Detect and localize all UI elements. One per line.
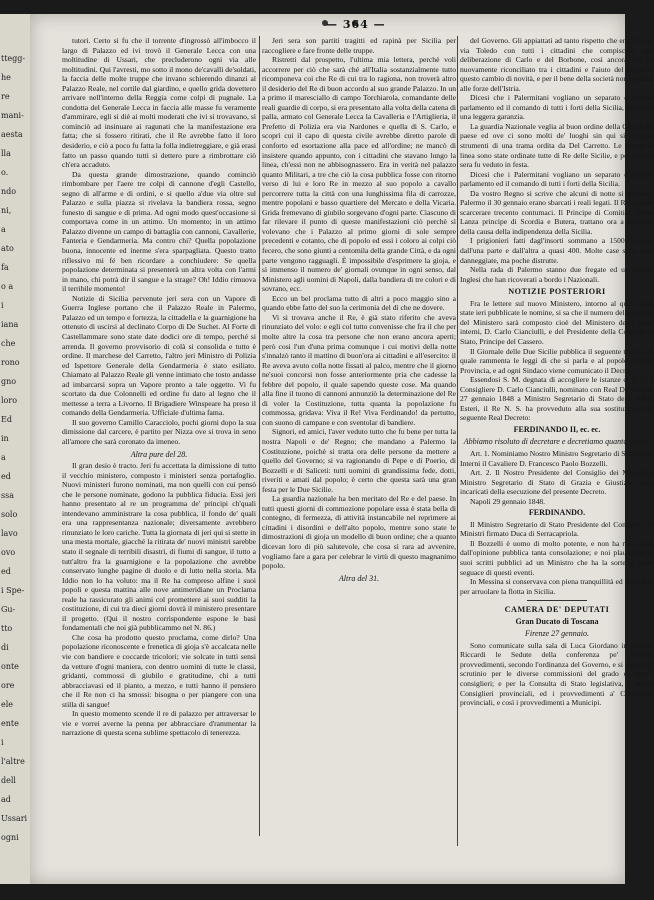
paragraph: Il Bozzelli è uomo di molto potente, e non ha mai avuto dall'opinione pubblica tanta consolazione; e noi plaudiamo ai suoi scritti pubblici ad un Ministro che ha la sorte di esser seguace di questi eventi. — [460, 538, 654, 577]
paragraph: Signori, ed amici, l'aver veduto tutto che fu bene per tutta la nostra Napoli e de' Regno; che mandano a Palermo la Costituzione, poichè si tratta ora delle persone da mettere a quello del Governo; si va ragionando di Pepe e di Poerio, di Bozzelli e di Saliceti: tutti uomini di grandissima fede, dotti, riveriti e amati dal popolo; è certo che questa sarà una gran festa per le Due Sicilie. — [262, 427, 456, 494]
paragraph: Da questa grande dimostrazione, quando cominciò rimbombare per l'aere tre colpi di cannone d'egli Castello, segno di all'arme e di ordini, e si quello a'due via oltre sul Palazzo e sulla piazza si rivelava la bandiera rossa, segno funesto di sangue e di prima. Ad ogni modo quest'occasione si comportava come in un attimo. Un momento; in un attimo Palazzo divenne un campo di battaglia con cannoni, Cavallerie, Fanteria e Gendarmeria. Ma contro chi? Quella popolazione buona, innocente ed inerme s'era sparpagliata. Questo tratto riflessivo mi fé ben ricordare a conchiudere: Se quella popolazione determinata si presenterà un altra volta con l'armi in mano, chi potrà dir il sangue e la strage? Oh! Iddio rimuova il terribile momento! — [62, 169, 256, 294]
gutter-fragment: i — [1, 738, 4, 747]
gutter-fragment: ni, — [1, 206, 12, 215]
col3-body — [460, 36, 654, 284]
gutter-fragment: ato — [1, 244, 14, 253]
gutter-fragment: Ed — [1, 415, 12, 424]
gutter-fragment: ndo — [1, 187, 17, 196]
col3-subsection: Gran Ducato di Toscana — [515, 616, 599, 626]
paragraph: Il suo governo Camillo Caracciolo, pochi giorni dopo la sua dimissione dal carcere, è partito per Nizza ove si trova in seno all'amore che sarà coronato da imeneo. — [62, 417, 256, 446]
page-number: — 364 — — [326, 18, 386, 31]
paragraph: Dicesi che i Palermitani vogliano un separato e proprio parlamento ed il comando di tutti i forti della Sicilia. — [460, 169, 654, 189]
paragraph: Ristretti dal prospetto, l'ultima mia lettera, perchè voli accorrere per ciò che sarà ché all'Italia sostanzialmente tutto ricomponeva coi che Re di cui tra lo ragiona, non troverà altro il desiderio del Re di buon accordo al suo grande Palazzo. In un a primo il maresciallo di campo Torchiarola, comandante delle reali guardie di corpo, si era presentato alla volta della catena di palla, armato col Generale Lecca la Cavalleria e l'Artiglieria, il Prefetto di Polizia era via Nardones e quella di S. Carlo, e scoprì cui il capo di questa civile avrebbe diretto parole di conforto ed esortazione alla pace ed all'ordine; ne mancò di insistere quando appunto, con i cittadini che stavano lungo la linea, ch'essi non ne abbisognassero. Era in verità nel palazzo quanto Militari, a tre che ciò la cosa pubblica fosse con ritorno verso di lui e loro Re in mezzo al suo popolo a cavallo percorrere tutta la città con una lunghissima fila di carrozze, mentre popolani e basso quartiere del Mercato e della Vicaria. Grida fremevano di giubilo sorgevano d'ogni parte. Ciascuno di far rilevare il punto di queste manifestazioni ciò perchè sì volevano che i Palazzo al primo giorni di sole sempre precedenti e cotanto, che di popolo ed essi i coloro ai colpi ciò fecero, che sono giunti a centomila della grande Città, e da ogni parte vengono ragguagli. È impossibile d'esprimere la gioja, e sì immenso il numero de' giornali ovunque in ogni senso, dal Ministero agli uomini di Napoli, dalla bandiera di tre colori e di sovrano, ecc. — [262, 55, 456, 294]
gutter-fragment: ente — [1, 719, 19, 728]
paragraph: Il gran desio è tracto. Jeri fu accettata la dimissione di tutto il vecchio ministero, composto i ministeri senza portafoglio. Nuovi ministeri furono nominati, ma non quelli con cui pensò che le persone nominate, godono la pubblica fiducia. Essi jeri hanno presentato al re un programma de' principi ch'quali intendevano amministrare la cosa pubblica, il fondo de' quali era una rappresentanza nazionale; diversamente avrebbero rinunziato le loro cariche. Tutta la giornata di jeri qui si stette in una mesta mortale, giacché la ritirata de' nuovi ministri sarebbe stato il segnale di terribili disastri, di fiumi di sangue, il tutto a tutt'altro fra la guarnigione e la popolazione che avrebbe conservato lunghe pagine di duolo e di lutto nella storia. Ma Iddio non lo ha voluto: ma il Re ha compreso alfine i suoi popoli e questa mattina alle nove antimeridiane un Proclama reale ha rassicurato gli animi col promettere ai suoi sudditi la costituzione, di cui tra dieci giorni dovrà il ministero presentare il progetto. (Qui il nostro corrispondente espone le basi fondamentali che noi già pubblicammo nel N. 86.) — [62, 461, 256, 633]
col3-section-title-2: CAMERA DE' DEPUTATI — [504, 605, 610, 615]
column-3 — [460, 36, 654, 846]
gutter-fragment: fa — [1, 263, 9, 272]
paragraph: Che cosa ha prodotto questo proclama, come dirlo? Una popolazione riconoscente e frenetica di gioja s'è accalcata nelle vie con bandiere e coccarde tricolori; vie solcate in tutti sensi da vetture d'ogni maniera, con dentro uomini di tutte le classi, gridanti, commossi di giubilo e gratitudine, chi a tutti abbracciavasi ed il pianto, a mezzo, e tutti hanno il pensiero che il Re non ci ha smossi: bisogna o per piangere con una stilla di sangue! — [62, 632, 256, 709]
gutter-fragment: ed — [1, 567, 11, 576]
paragraph: Napoli 29 gennaio 1848. — [470, 496, 546, 506]
paragraph: La guardia Nazionale veglia al buon ordine della Città e del paese ed ove ci sono molti de' luoghi sin qui si credono strumenti di una trama ordita da Del Carretto. Le truppe di linea sono state ordinate tutte di Re delle Sicilie, e per tutta la sera fu veduto in festa. — [460, 121, 654, 170]
gutter-fragment: ed — [1, 472, 11, 481]
paragraph: Jeri sera son partiti tragitti ed rapinà per Sicilia per raccogliere e fare fronte delle truppe. — [262, 36, 456, 55]
paragraph: Il Giornale delle Due Sicilie pubblica il seguente tenore col quale rammenta le leggi di che si parla e al popolo di ogni Provincia, e ad ogni Sindaco viene comunicato il Decreto. — [460, 346, 654, 375]
paragraph: In Messina si conservava con piena tranquillità ed il Re dice per arruolare la flotta in Sicilia. — [460, 577, 654, 596]
gutter-fragment: re — [1, 92, 10, 101]
col1-subheading: Altra pure del 28. — [130, 449, 188, 459]
gutter-fragment: che — [1, 339, 16, 348]
gutter-fragment: in — [1, 434, 9, 443]
col3-decree-sub: Abbiamo risoluto di decretare e decretiamo quanto segue: — [463, 437, 651, 447]
gutter-fragment: solo — [1, 510, 18, 519]
gutter-fragment: dell — [1, 776, 16, 785]
gutter-fragment: rono — [1, 358, 20, 367]
gutter-fragment: aesta — [1, 130, 23, 139]
gutter-fragment: tto — [1, 624, 13, 633]
gutter-fragment: lavo — [1, 529, 18, 538]
gutter-fragment: ele — [1, 700, 14, 709]
paragraph: La guardia nazionale ha ben meritato del Re e del paese. In tutti questi giorni di commozione popolare essa è stata bella di contegno, di fermezza, di attività instancabile nel reprimere ai cittadini i disordini e dell'alto popolo, mentre sono state le dimostrazioni di gioja un modello di buon ordine; che a quanto dicevan loro di più salutevole, che cosa sì rara ad avvenire, vogliamo fare a gara per celebrar le virtù di questo magnanimo popolo. — [262, 494, 456, 571]
paragraph: Fra le lettere sul nuovo Ministero, intorno al quale sono state ieri pubblicate le nomine, si sa che il numero delle cariche del Ministero sarà composto cioè del Ministero degli affari interni, D. Carlo Cianciulli, e del Presidente della Consulta di Stato, Principe del Cassero. — [460, 298, 654, 346]
gutter-fragment: onte — [1, 662, 19, 671]
paragraph: Dicesi che i Palermitani vogliano un separato e proprio parlamento ed il comando di tutti i forti della Sicilia, mediante una leggera garanzia. — [460, 93, 654, 122]
col1-body-2 — [62, 461, 256, 738]
paragraph: I prigionieri fatti dagl'insorti sommano a 1500: i morti dall'una parte e dall'altra a quasi 400. Molte case sono state danneggiate, ma poche distrutte. — [460, 236, 654, 265]
gutter-fragment: lla — [1, 149, 11, 158]
col3-decree-intro: Essendosi S. M. degnata di accogliere le istanze di S. E. il Consigliere D. Carlo Cianciulli, nominato con Real Decreto de' 27 gennaio 1848 a Ministro Segretario di Stato degli Affari Esteri, il Re N. S. ha provveduto alla sua sostituzione col seguente Real Decreto: — [460, 375, 654, 423]
gutter-fragment: mani- — [1, 111, 24, 120]
left-page-edge — [0, 14, 32, 884]
paragraph: del Governo. Gli appiattati ad tanto rispetto che era il Re in via Toledo con tutti i cittadini che compiscano alla deliberazione di Carlo e del Borbone, così ancora dal Re nuovamente riconciliato tra i cittadini e l'aiuto del regno in questo cambio di novità, e per il bene della società non rinunzia alle forze dell'Istria. — [460, 36, 654, 93]
col2-subheading: Altra del 31. — [338, 573, 380, 583]
gutter-fragment: loro — [1, 396, 18, 405]
paragraph: Sono comunicate sulla sala di Luca Giordano in palazzo Riccardi le Sedute della conferenza pe' prossimi provvedimenti, secondo l'ordinanza del Governo, e si apre il 21 scrutinio per le diverse commissioni del grado di tutti i consiglieri; e per la Consulta di Stato legislativa, e perciò Consiglieri provinciali, ed i provvedimenti a' Consiglieri provinciali, e così i provvedimenti a Municipi. — [460, 640, 654, 708]
gutter-fragment: ovo — [1, 548, 16, 557]
paragraph: Art. 2. Il Nostro Presidente del Consiglio dei Ministri e Ministro Segretario di Stato di Grazia e Giustizia, sono incaricati della esecuzione del presente Decreto. — [460, 468, 654, 497]
col3-section-title: NOTIZIE POSTERIORI — [508, 287, 606, 297]
col3-body-4 — [460, 641, 654, 708]
column-separator — [457, 36, 458, 846]
gutter-fragment: o. — [1, 168, 9, 177]
paragraph: Il Ministro Segretario di Stato Presidente del Consiglio de' Ministri firmato Duca di Serracapriola. — [460, 519, 654, 539]
gutter-fragment: a — [1, 453, 6, 462]
gutter-fragment: i — [1, 301, 4, 310]
col3-decree-articles — [460, 449, 654, 506]
gutter-fragment: i Spe- — [1, 586, 25, 595]
paragraph: Vi si trovava anche il Re, è già stato riferito che aveva rinunziato del volo: e egli col tutto convenisse che fra il che per molte altre la cosa tra persone che non erano ancora aperti; però cosi l'un d'una prima comunque i cui motivi della notte s'innalzò tanto il mattino di buon'ora ai cittadini e all'esercito: il Re aveva avuto colla notte fissati al palco, mentre che il giorno ne'suoi concorsi non fosse anteriormente pria che cadesse la febbre del popolo, il quale sapendo queste cose. Ma quando alla fine il tuono di cannoni annunziò la determinazione del Re di voler la Costituzione, tutta quanta la popolazione fu commossa, gridava: Viva il Re! Viva Ferdinando! da pertutto, con suono di campane e con sventolar di bandiere. — [262, 312, 456, 427]
paragraph: tutori. Certo si fu che il torrente d'ingrossò all'imbocco il largo di Palazzo ed ivi trovò il Generale Lecca con una moltitudine di Ussari, che precluderono ogni via alle moltitudini. Qui l'avresti, mo sotto il mono de'cavalli de'soldati, la faccia delle molte truppe che invano schierendo dinanzi al Palazzo Reale, nel cortile dal giardino, e quello grida dovettero arrivare nell'interno della Reggia come colpi di pugnale. La condotta del Generale Lecca in faccia alle masse fu veramente d'ammirare, egli si diè ai molti moderati che ivi si trovavano, sì cominciò ad insinuare ai ragunati che la manifestazione era fatta; che si fossero ritirati, che il Re avrebbe fatto il loro desiderio, e ciò a poco fu fatta la folla indietreggiare, e già erasi fatto un passo quando tutti si dettero pure a rimbrottare ciò ch'era accaduto. — [62, 36, 256, 170]
gutter-fragment: ogni — [1, 833, 19, 842]
col3-body-2 — [460, 299, 654, 375]
col3-body-3 — [460, 520, 654, 596]
gutter-fragment: Gu- — [1, 605, 16, 614]
gutter-fragment: o a — [1, 282, 14, 291]
gutter-fragment: he — [1, 73, 11, 82]
col3-signature: FERDINANDO. — [528, 508, 586, 518]
gutter-fragment: l'altre — [1, 757, 25, 766]
gutter-fragment: ssa — [1, 491, 14, 500]
gutter-fragment: gno — [1, 377, 17, 386]
paragraph: Art. 1. Nominiamo Nostro Ministro Segretario di Stato degli Interni il Cavaliere D. Francesco Paolo Bozzelli. — [460, 448, 654, 468]
col3-dateline: Firenze 27 gennaio. — [525, 629, 589, 639]
column-separator — [259, 36, 260, 836]
col3-decree-title: FERDINANDO II, ec. ec. — [513, 424, 601, 434]
section-rule — [527, 600, 587, 601]
paragraph: In questo momento scende il re di palazzo per attraversar le vie e vorrei averne la penna per abbracciare d'rammentar la narrazione di questa scena sublime spettacolo di tenerezza. — [62, 709, 256, 738]
gutter-fragment: Ussari — [1, 814, 28, 823]
paragraph: Da vostro Regno si scrive che alcuni di notte si diresse a Palermo il 30 gennaio erano sbarcati i reali legati. Il Re ha fatto scarcerare trecento contumaci. Il Principe di Comitini, Pietro Lanza principe di Scordia e Butera, trattano ora a sostegno della causa della indipendenza della Sicilia. — [460, 188, 654, 236]
column-1 — [62, 36, 256, 756]
gutter-fragment: a — [1, 225, 6, 234]
gutter-fragment: ad — [1, 795, 11, 804]
col2-body — [262, 36, 456, 571]
paragraph: Nella rada di Palermo stanno due fregate ed un Vapore Inglesi che han ricoverati a bordo i Nazionali. — [460, 265, 654, 284]
paragraph: Notizie di Sicilia pervenute jeri sera con un Vapore di Guerra Inglese portano che il Palazzo Reale in Palermo, Palazzo ed un tempo e fortezza, la cittadella e la guarnigione ha ottenuto di uscirsi al declinato Corpo di De Suchet. Al Forte di Castellammare sono state date dodici ore di tempo, perché si arrenda. Il governo provvisorio di colà si consolida e tutto è ordine. Il marchese del Carretto, l'altro jeri Ministro di Polizia ed Ispettore Generale della Gendarmeria è stato esiliato. Chiamato al Palazzo Reale gli venne intimato che tosto andasse ad imbarcarsi sopra un Vapore pronto a tale oggetto. Vi fu scortato da due Colonnelli ed ordine fu dato al legno che il mettesse a terra a Livorno. Il Brigadiere Winspeare ha preso il comando della Gendarmeria. Ufficiale d'ultima fama. — [62, 293, 256, 418]
paragraph: Ecco un bel proclama tutto di altri a poco maggio sino a quando ebbe fatto del suo la cerimonia del dì che ne dovere. — [262, 293, 456, 313]
column-2 — [262, 36, 456, 836]
gutter-fragment: ttegg- — [1, 54, 26, 63]
gutter-fragment: di — [1, 643, 9, 652]
gutter-fragment: ore — [1, 681, 15, 690]
gutter-fragment: iana — [1, 320, 19, 329]
col1-body — [62, 36, 256, 447]
